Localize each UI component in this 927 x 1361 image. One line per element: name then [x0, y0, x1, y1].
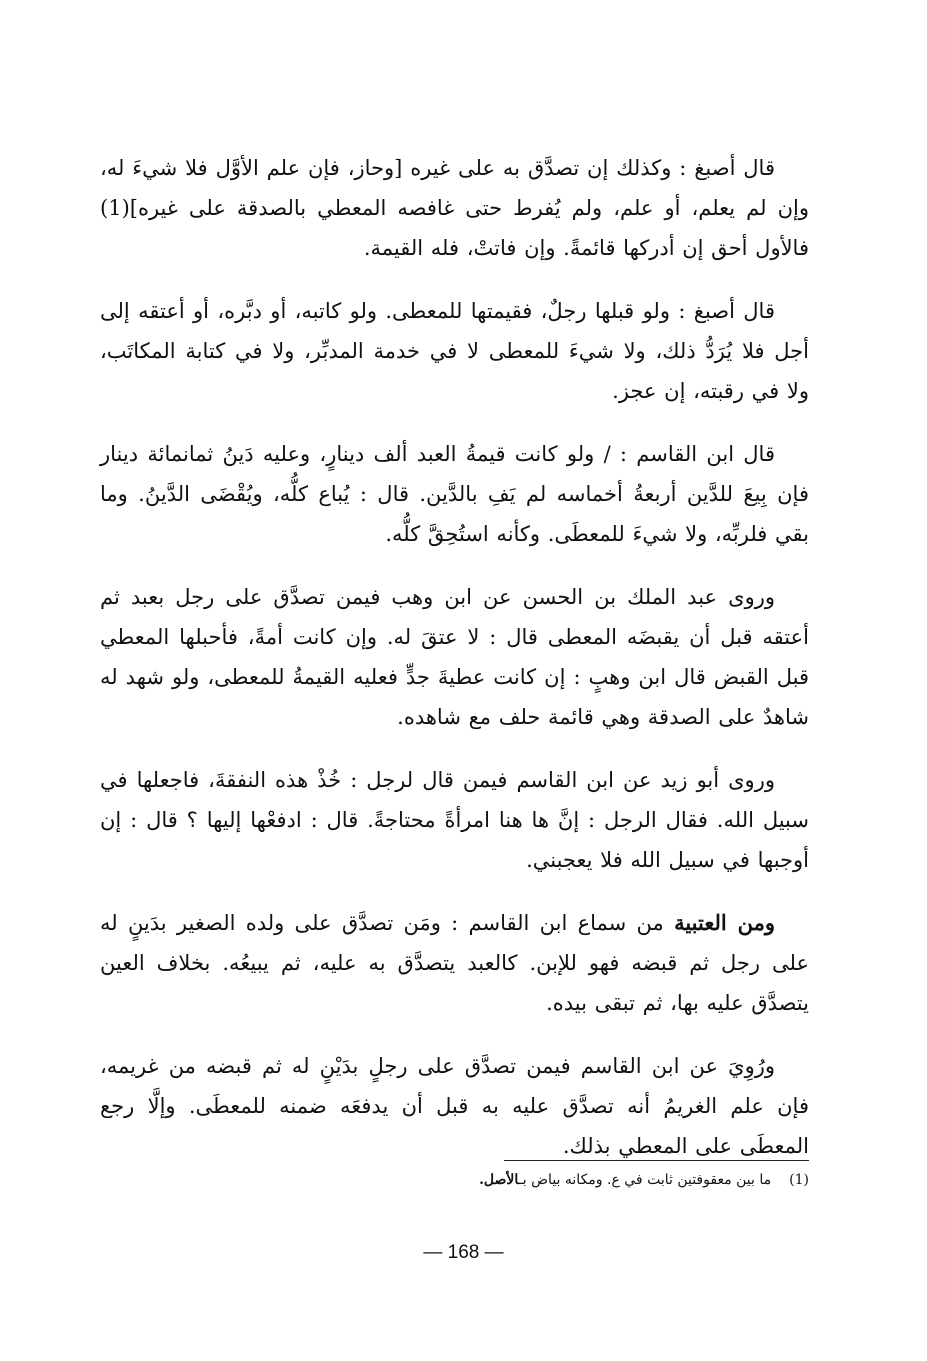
footnote	[100, 1168, 809, 1192]
footnote-divider	[504, 1160, 809, 1161]
source-title-bold: ومن العتبية	[674, 910, 775, 935]
footnote-number: (1)	[789, 1172, 809, 1188]
paragraph-6	[100, 903, 809, 1023]
paragraph-5: وروى أبو زيد عن ابن القاسم فيمن قال لرجل : خُذْ هذه النفقةَ، فاجعلها في سبيل الله. فقال الرجل : إنَّ ها هنا امرأةً محتاجةً. قال : ادفعْها إليها ؟ قال : إن أوجبها في سبيل الله فلا يعجبني.	[100, 768, 809, 872]
footnote-text: ما بين معقوفتين ثابت في ع. ومكانه بياض بـ	[518, 1172, 772, 1188]
paragraph-6-text: من سماع ابن القاسم : ومَن تصدَّق على ولده الصغير بدَينٍ له على رجل ثم قبضه فهو للإبن. كالعبد يتصدَّق به عليه، ثم يبيعُه. بخلاف العين يتصدَّق عليه بها، ثم تبقى بيده.	[100, 911, 809, 1015]
main-text	[100, 148, 809, 1166]
paragraph-2: قال أصبغ : ولو قبلها رجلٌ، فقيمتها للمعطى. ولو كاتبه، أو دبَّره، أو أعتقه إلى أجل فلا يُرَدُّ ذلك، ولا شيءَ للمعطى لا في خدمة المدبِّر، ولا في كتابة المكاتَب، ولا في رقبته، إن عجز.	[100, 299, 809, 403]
footnote-bold-word: الأصل.	[479, 1172, 519, 1188]
paragraph-3: قال ابن القاسم : / ولو كانت قيمةُ العبد ألف دينارٍ، وعليه دَينُ ثمانمائة دينار فإن بِيعَ للدَّين أربعةُ أخماسه لم يَفِ بالدَّين. قال : يُباع كلُّه، ويُقْضَى الدَّينُ. وما بقي فلربِّه، ولا شيءَ للمعطَى. وكأنه استُحِقَّ كلُّه.	[100, 442, 809, 546]
paragraph-1: قال أصبغ : وكذلك إن تصدَّق به على غيره [وحاز، فإن علم الأوَّل فلا شيءَ له، وإن لم يعلم، أو علم، ولم يُفرط حتى غافصه المعطي بالصدقة على غيره](1) فالأول أحق إن أدركها قائمةً. وإن فاتتْ، فله القيمة.	[100, 156, 809, 260]
paragraph-4: وروى عبد الملك بن الحسن عن ابن وهب فيمن تصدَّق على رجل بعبد ثم أعتقه قبل أن يقبضَه المعطى قال : لا عتقَ له. وإن كانت أمةً، فأحبلها المعطي قبل القبض قال ابن وهبٍ : إن كانت عطيةَ جدٍّ فعليه القيمةُ للمعطى، ولو شهد له شاهدٌ على الصدقة وهي قائمة حلف مع شاهده.	[100, 585, 809, 729]
paragraph-7: ورُوِيَ عن ابن القاسم فيمن تصدَّق على رجلٍ بدَيْنٍ له ثم قبضه من غريمه، فإن علم الغريمُ أنه تصدَّق عليه به قبل أن يدفعَه ضمنه للمعطَى. وإلَّا رجع المعطَى على المعطي بذلك.	[100, 1054, 809, 1158]
page-number: — 168 —	[423, 1242, 504, 1263]
